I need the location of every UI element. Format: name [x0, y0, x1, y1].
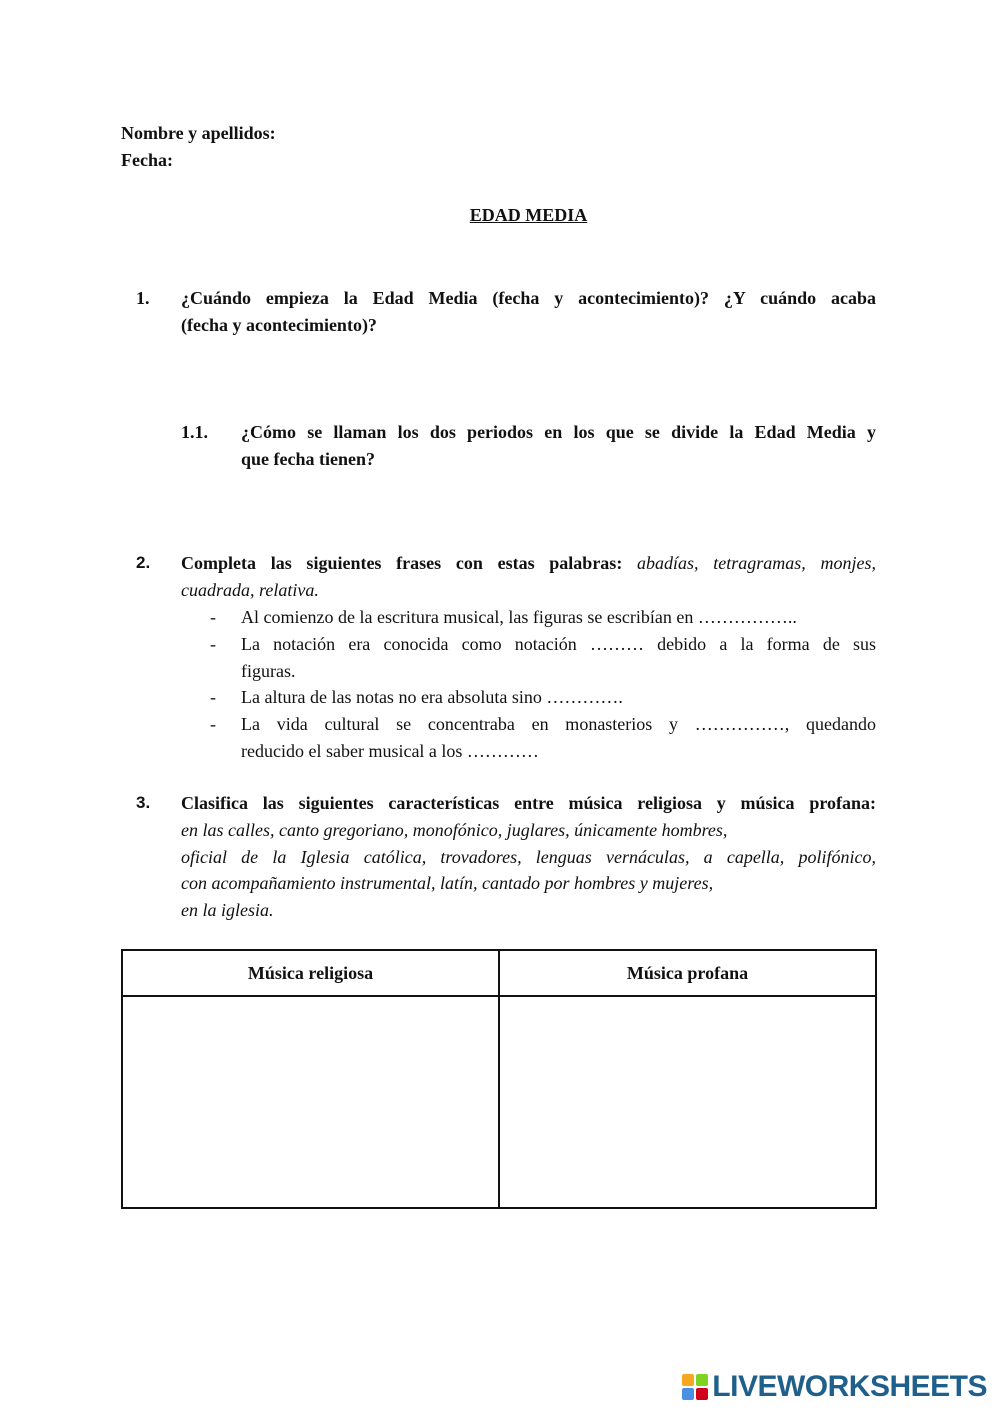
logo-square	[696, 1388, 708, 1400]
bullet-2-line-2: figuras.	[241, 661, 296, 681]
bullet-4-line-1: La vida cultural se concentraba en monasterios y ……………, quedando	[241, 714, 876, 734]
date-label: Fecha:	[121, 150, 173, 170]
bullet-3-line-1: La altura de las notas no era absoluta sino ………….	[241, 687, 623, 707]
question-1-1-number: 1.1.	[181, 422, 208, 442]
question-1-line-1: ¿Cuándo empieza la Edad Media (fecha y acontecimiento)? ¿Y cuándo acaba	[181, 288, 876, 308]
question-2-prompt-bold: Completa las siguientes frases con estas palabras:	[181, 553, 623, 573]
logo-square	[696, 1374, 708, 1386]
bullet-dash: -	[210, 634, 216, 654]
logo-square	[682, 1388, 694, 1400]
question-1-1-line-1: ¿Cómo se llaman los dos periodos en los que se divide la Edad Media y	[241, 422, 876, 442]
question-1-line-2: (fecha y acontecimiento)?	[181, 315, 377, 335]
bullet-2-line-1: La notación era conocida como notación ……… debido a la forma de sus	[241, 634, 876, 654]
question-3-items-line-4: en la iglesia.	[181, 900, 274, 920]
bullet-dash: -	[210, 687, 216, 707]
classification-table	[121, 949, 877, 1209]
bullet-dash: -	[210, 607, 216, 627]
question-2-words: abadías, tetragramas, monjes,	[637, 553, 876, 573]
liveworksheets-logo	[682, 1372, 987, 1402]
question-3-items-line-1: en las calles, canto gregoriano, monofónico, juglares, únicamente hombres,	[181, 820, 728, 840]
question-2-prompt	[181, 550, 876, 577]
logo-square	[682, 1374, 694, 1386]
liveworksheets-logo-text: LIVEWORKSHEETS	[712, 1370, 987, 1403]
question-2-words-cont: cuadrada, relativa.	[181, 580, 319, 600]
page-title-row	[0, 202, 999, 229]
question-2-number: 2.	[136, 553, 151, 572]
table-header-religiosa: Música religiosa	[122, 950, 499, 996]
question-3-prompt: Clasifica las siguientes características entre música religiosa y música profana:	[181, 793, 876, 813]
question-3-items-line-3: con acompañamiento instrumental, latín, cantado por hombres y mujeres,	[181, 873, 714, 893]
bullet-4-line-2: reducido el saber musical a los …………	[241, 741, 539, 761]
bullet-dash: -	[210, 714, 216, 734]
question-3-items-line-2: oficial de la Iglesia católica, trovadores, lenguas vernáculas, a capella, polifónico,	[181, 847, 876, 867]
question-3-number: 3.	[136, 793, 151, 812]
profana-answer-cell[interactable]	[499, 996, 876, 1208]
question-1-number: 1.	[136, 288, 150, 308]
name-label: Nombre y apellidos:	[121, 123, 276, 143]
religiosa-answer-cell[interactable]	[122, 996, 499, 1208]
page-title: EDAD MEDIA	[469, 205, 588, 225]
table-header-profana: Música profana	[499, 950, 876, 996]
question-1-1-line-2: que fecha tienen?	[241, 449, 375, 469]
bullet-1-line-1: Al comienzo de la escritura musical, las figuras se escribían en ……………..	[241, 607, 797, 627]
liveworksheets-logo-icon	[682, 1374, 708, 1400]
